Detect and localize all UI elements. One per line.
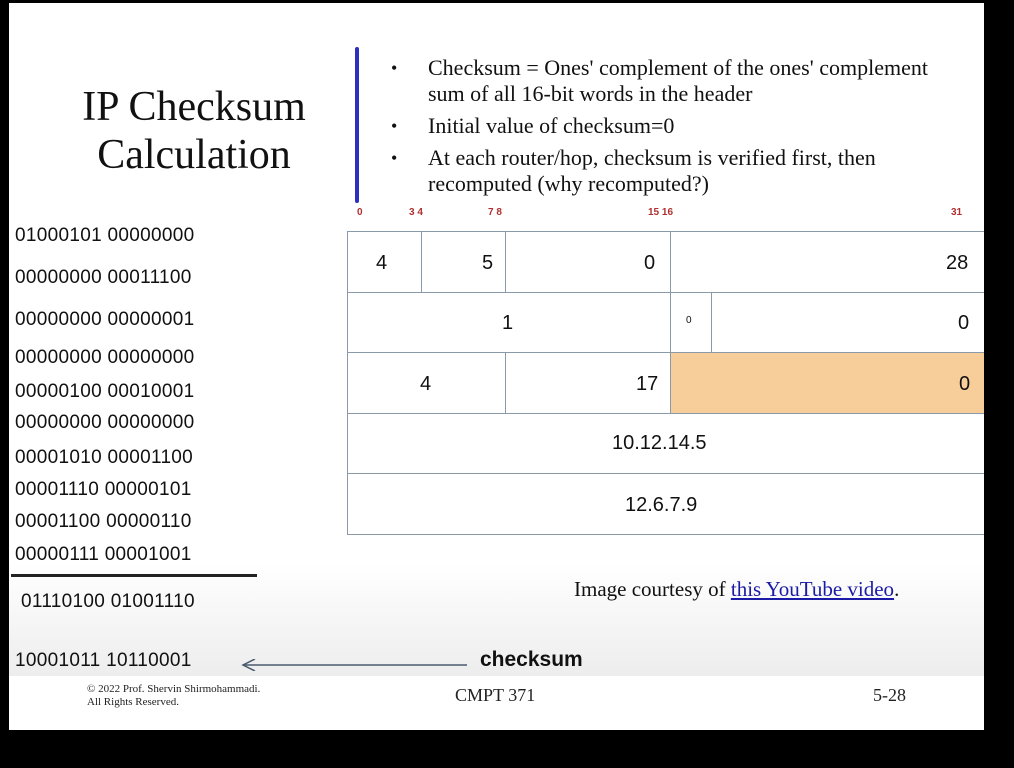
dest-ip-value: 12.6.7.9 <box>625 494 698 516</box>
flags-value: 0 <box>686 315 692 326</box>
copyright-line-2: All Rights Reserved. <box>87 696 179 708</box>
bullet-list <box>389 55 959 203</box>
source-ip-value: 10.12.14.5 <box>612 432 707 454</box>
protocol-value: 17 <box>636 373 659 395</box>
bullet-item: • Initial value of checksum=0 <box>389 113 959 139</box>
checksum-label: checksum <box>480 648 583 671</box>
version-value: 4 <box>376 252 388 274</box>
identification-field <box>347 292 671 353</box>
fragment-offset-value: 0 <box>958 312 970 334</box>
copyright <box>87 683 260 709</box>
binary-word: 00000111 00001001 <box>15 544 192 565</box>
total-length-field <box>670 231 984 293</box>
tos-field <box>505 231 671 293</box>
ttl-value: 4 <box>420 373 432 395</box>
header-checksum-field <box>670 352 984 414</box>
version-field <box>347 231 422 293</box>
page-number: 5-28 <box>873 685 906 705</box>
image-credit <box>574 577 899 602</box>
slide-title <box>49 83 339 179</box>
identification-value: 1 <box>502 312 514 334</box>
total-length-value: 28 <box>946 252 969 274</box>
binary-word: 01000101 00000000 <box>15 225 195 246</box>
left-arrow-icon <box>241 659 467 671</box>
bullet-item: • Checksum = Ones' complement of the ones' complement sum of all 16-bit words in the header <box>389 55 959 107</box>
title-line-1: IP Checksum <box>82 84 306 130</box>
credit-prefix: Image courtesy of <box>574 577 731 601</box>
protocol-field <box>505 352 671 414</box>
binary-word: 00000000 00000000 <box>15 347 195 368</box>
binary-word: 00001100 00000110 <box>15 511 192 532</box>
tos-value: 0 <box>644 252 656 274</box>
flags-field <box>670 292 712 353</box>
source-ip-field <box>347 413 984 474</box>
checksum-binary: 10001011 10110001 <box>15 650 192 671</box>
bit-pos-31: 31 <box>951 207 963 218</box>
copyright-line-1: © 2022 Prof. Shervin Shirmohammadi. <box>87 683 261 695</box>
course-code: CMPT 371 <box>455 685 536 705</box>
sum-underline <box>11 574 257 577</box>
bit-pos-3-4: 3 4 <box>409 207 423 218</box>
ip-header-diagram <box>347 231 984 535</box>
binary-word: 00000100 00010001 <box>15 381 195 402</box>
header-checksum-value: 0 <box>959 373 971 395</box>
title-line-2: Calculation <box>97 132 291 178</box>
binary-sum: 01110100 01001110 <box>21 591 195 612</box>
fragment-offset-field <box>711 292 984 353</box>
vertical-divider <box>355 47 359 203</box>
youtube-link[interactable]: this YouTube video <box>730 577 895 601</box>
binary-word: 00000000 00000001 <box>15 309 195 330</box>
binary-word: 00000000 00000000 <box>15 412 195 433</box>
bit-pos-7-8: 7 8 <box>488 207 502 218</box>
binary-word: 00001010 00001100 <box>15 447 194 468</box>
bullet-item: • At each router/hop, checksum is verified first, then recomputed (why recomputed?) <box>389 145 959 197</box>
bit-pos-0: 0 <box>357 207 363 218</box>
binary-word: 00001110 00000101 <box>15 479 192 500</box>
ihl-value: 5 <box>482 252 494 274</box>
dest-ip-field <box>347 473 984 535</box>
binary-word: 00000000 00011100 <box>15 267 192 288</box>
ttl-field <box>347 352 506 414</box>
slide <box>9 3 984 730</box>
credit-suffix: . <box>894 577 900 601</box>
bit-pos-15-16: 15 16 <box>648 207 674 218</box>
ihl-field <box>421 231 506 293</box>
